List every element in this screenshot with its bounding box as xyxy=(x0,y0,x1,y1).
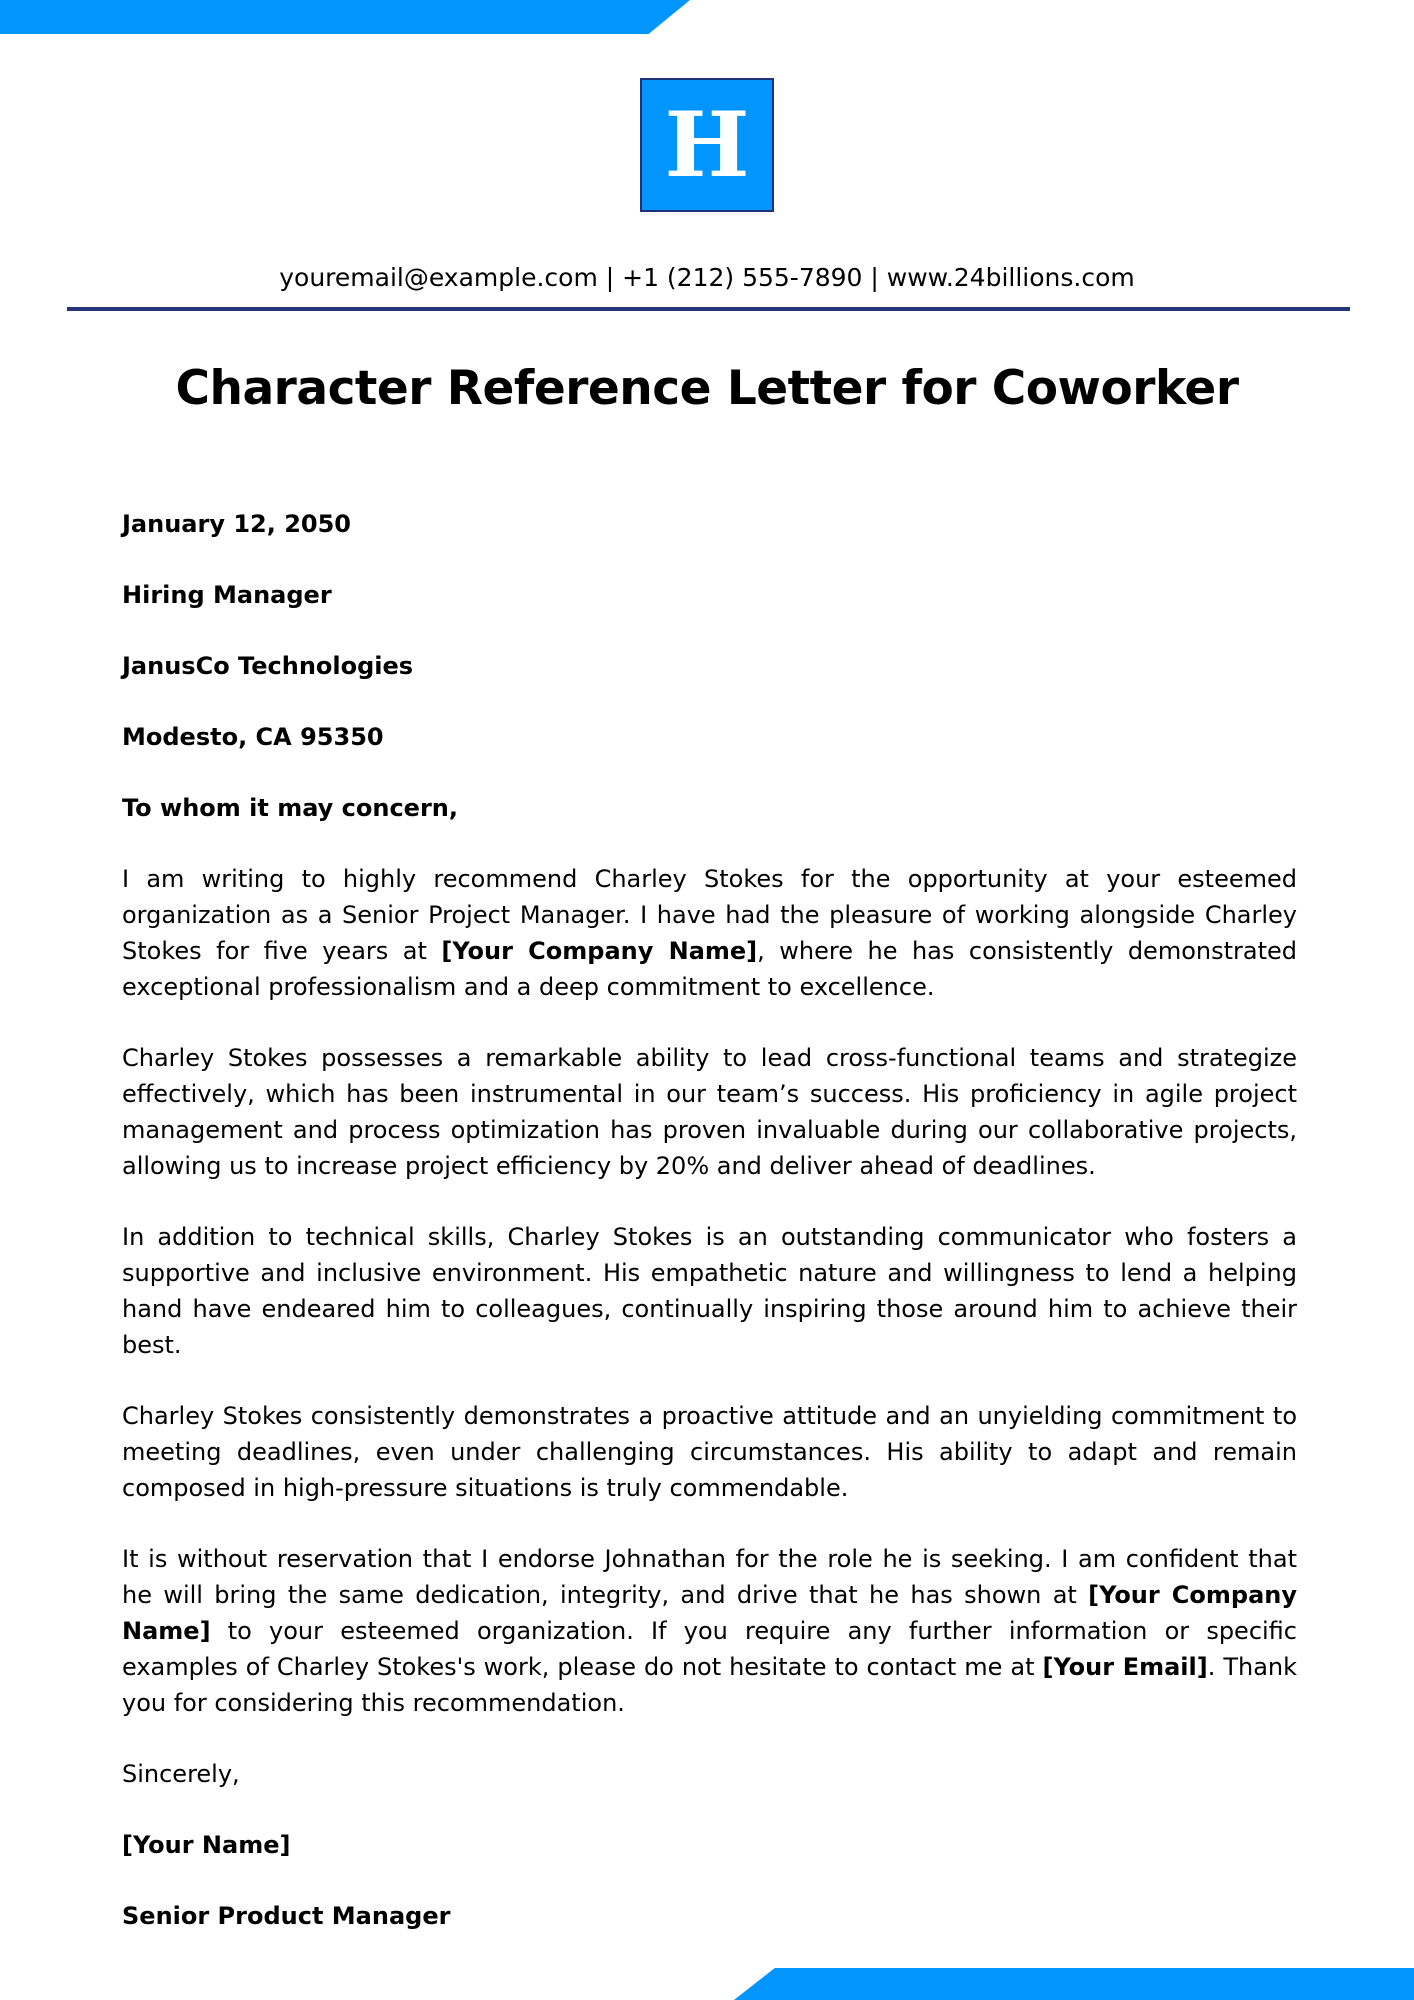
signer-role: Senior Product Manager xyxy=(122,1902,451,1930)
letter-date: January 12, 2050 xyxy=(122,510,351,538)
company-logo xyxy=(640,78,774,212)
paragraph-1 xyxy=(122,861,1297,1005)
contact-line: youremail@example.com | +1 (212) 555-7890 | www.24billions.com xyxy=(279,263,1135,292)
paragraph-3: In addition to technical skills, Charley Stokes is an outstanding communicator who fosters a supportive and inclusive environment. His empathetic nature and willingness to lend a helping hand have endeared him to colleagues, continually inspiring those around him to achieve their best. xyxy=(122,1223,1297,1359)
sign-off: Sincerely, xyxy=(122,1760,240,1788)
recipient-title: Hiring Manager xyxy=(122,581,332,609)
letter-body xyxy=(122,506,1297,1969)
paragraph-1-text-c: , where he has consistently demonstrated exceptional professionalism and a deep commitment to excellence. xyxy=(122,937,1297,1001)
paragraph-4: Charley Stokes consistently demonstrates a proactive attitude and an unyielding commitment to meeting deadlines, even under challenging circumstances. His ability to adapt and remain composed in high-pressure situations is truly commendable. xyxy=(122,1402,1297,1502)
page-title: Character Reference Letter for Coworker xyxy=(175,361,1239,416)
signer-name: [Your Name] xyxy=(122,1831,291,1859)
header-divider xyxy=(67,307,1350,311)
company-name-placeholder: [Your Company Name] xyxy=(122,1581,1298,1645)
paragraph-5-text-a: It is without reservation that I endorse Johnathan for the role he is seeking. I am confident that he will bring the same dedication, integrity, and drive that he has shown at xyxy=(122,1545,1297,1609)
paragraph-2: Charley Stokes possesses a remarkable ability to lead cross-functional teams and strategize effectively, which has been instrumental in our team’s success. His proficiency in agile project management and process optimization has proven invaluable during our collaborative projects, allowing us to increase project efficiency by 20% and deliver ahead of deadlines. xyxy=(122,1044,1297,1180)
paragraph-5-text-e: . Thank you for considering this recommendation. xyxy=(122,1653,1298,1717)
email-placeholder: [Your Email] xyxy=(1042,1653,1208,1681)
recipient-company: JanusCo Technologies xyxy=(122,652,414,680)
top-accent-band xyxy=(0,0,690,34)
bottom-accent-band xyxy=(734,1968,1414,2000)
company-name-placeholder: [Your Company Name] xyxy=(441,937,758,965)
logo-letter: H xyxy=(664,92,750,198)
salutation: To whom it may concern, xyxy=(122,794,458,822)
paragraph-1-text-a: I am writing to highly recommend Charley Stokes for the opportunity at your esteemed organization as a Senior Project Manager. I have had the pleasure of working alongside Charley Stokes for five years at xyxy=(122,865,1297,965)
paragraph-5 xyxy=(122,1541,1297,1721)
paragraph-5-text-c: to your esteemed organization. If you require any further information or specific examples of Charley Stokes's work, please do not hesitate to contact me at xyxy=(122,1617,1297,1681)
recipient-address: Modesto, CA 95350 xyxy=(122,723,384,751)
